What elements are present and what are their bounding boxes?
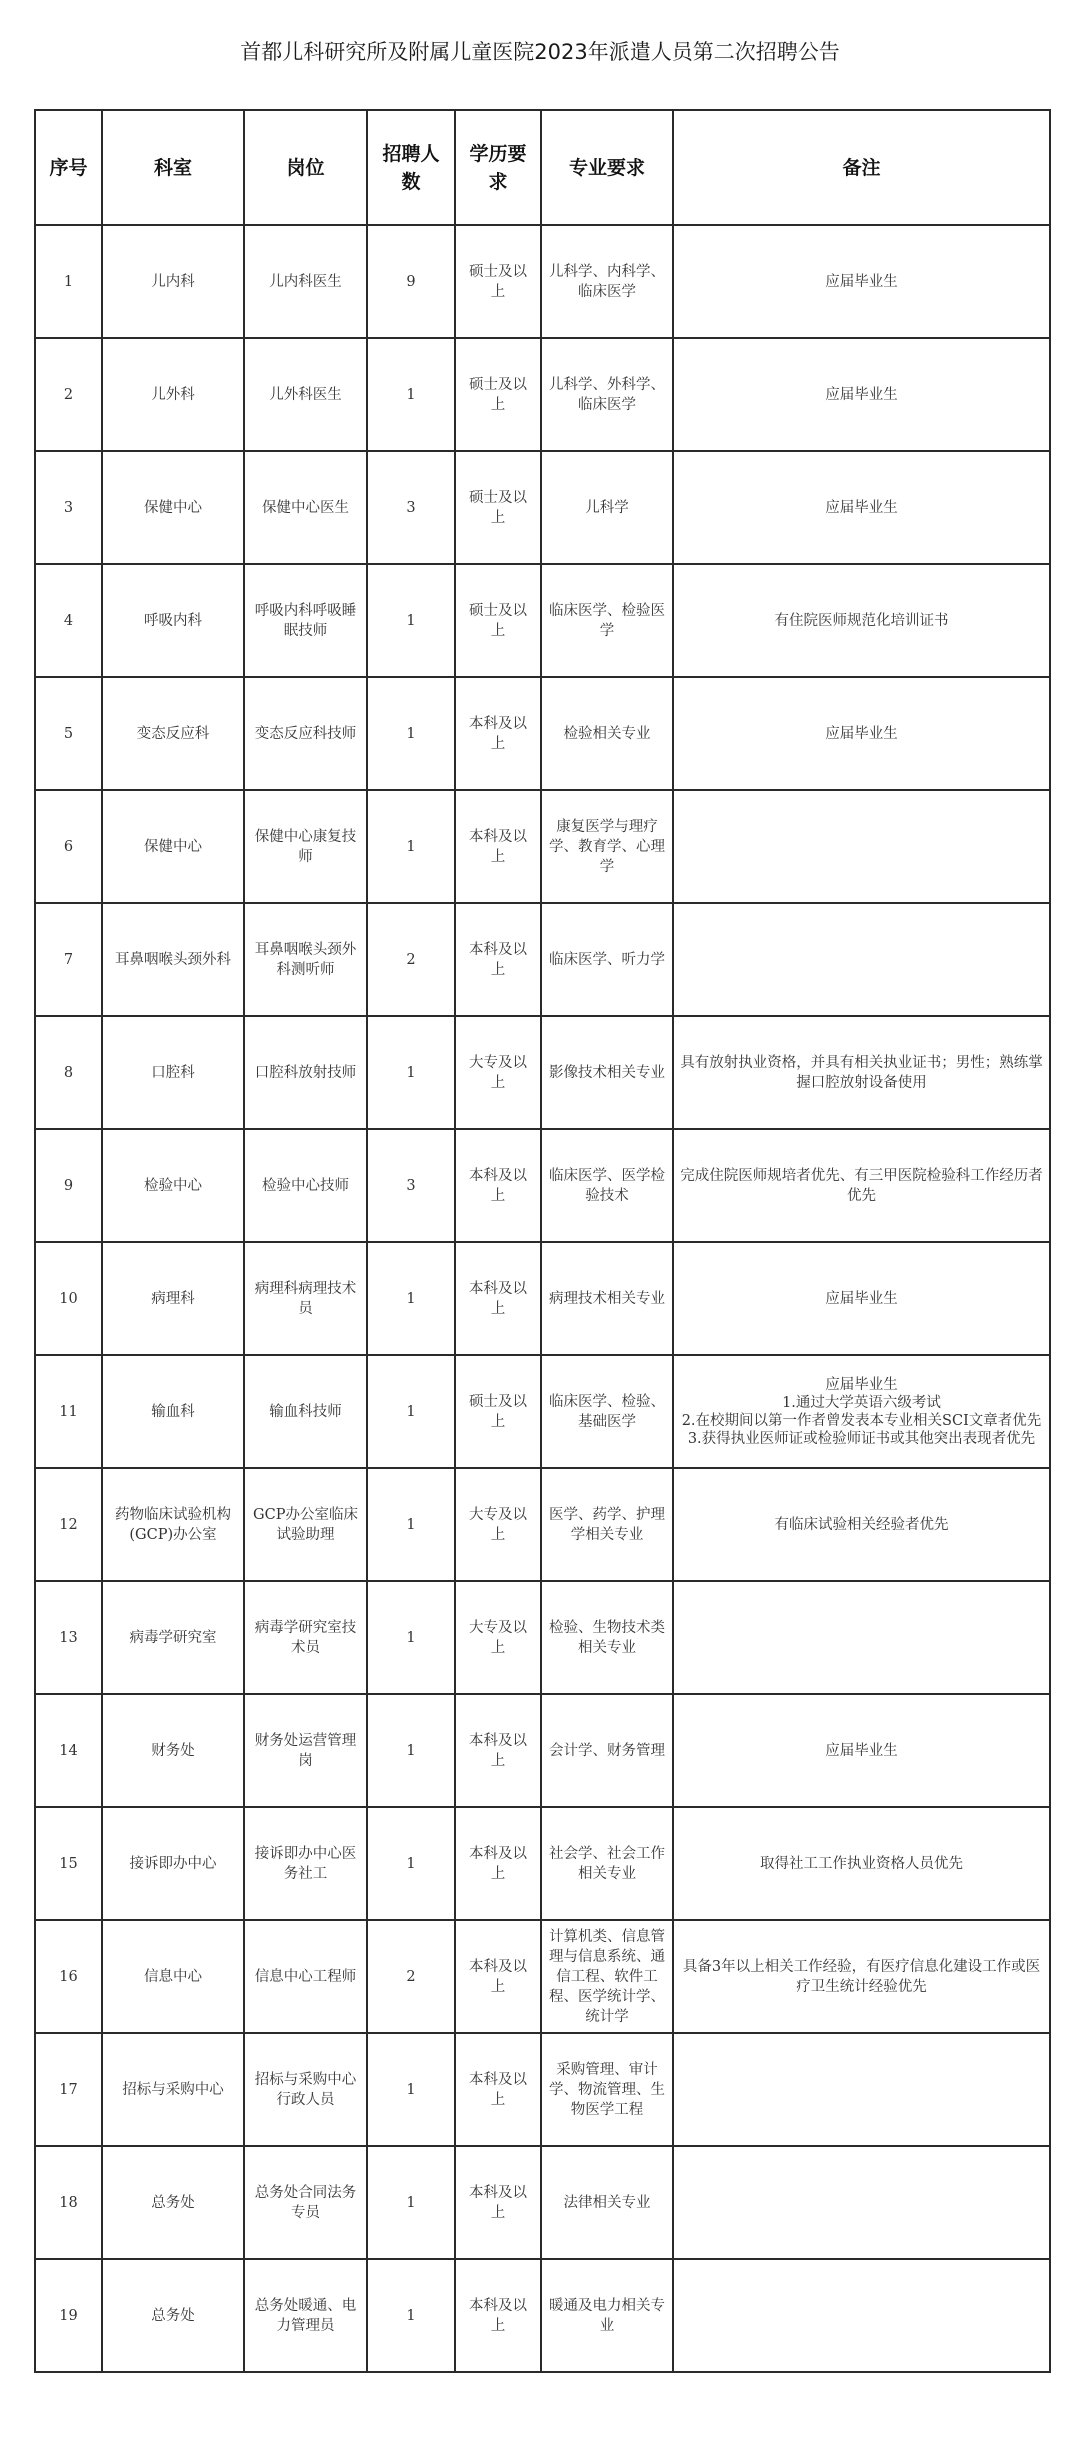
cell-count: 1	[367, 2259, 455, 2372]
cell-position: 变态反应科技师	[244, 677, 367, 790]
cell-notes	[673, 1920, 1050, 2033]
cell-count: 1	[367, 338, 455, 451]
cell-count: 1	[367, 1242, 455, 1355]
cell-index: 19	[35, 2259, 102, 2372]
table-row	[35, 2033, 1050, 2146]
cell-count: 1	[367, 1355, 455, 1468]
cell-notes	[673, 225, 1050, 338]
table-row	[35, 2146, 1050, 2259]
cell-major: 儿科学、外科学、临床医学	[541, 338, 673, 451]
cell-major: 法律相关专业	[541, 2146, 673, 2259]
cell-position: 保健中心医生	[244, 451, 367, 564]
cell-index: 14	[35, 1694, 102, 1807]
recruitment-table	[34, 109, 1051, 2373]
cell-position: 儿外科医生	[244, 338, 367, 451]
note-line: 有住院医师规范化培训证书	[774, 612, 949, 629]
note-line: 具备3年以上相关工作经验，有医疗信息化建设工作或医疗卫生统计经验优先	[682, 1958, 1041, 1995]
note-line: 具有放射执业资格，并具有相关执业证书；男性；熟练掌握口腔放射设备使用	[680, 1054, 1043, 1091]
cell-notes	[673, 790, 1050, 903]
cell-position: 病毒学研究室技术员	[244, 1581, 367, 1694]
cell-count: 3	[367, 451, 455, 564]
cell-major: 临床医学、听力学	[541, 903, 673, 1016]
cell-department: 财务处	[102, 1694, 244, 1807]
cell-major: 影像技术相关专业	[541, 1016, 673, 1129]
header-department: 科室	[102, 110, 244, 225]
header-major: 专业要求	[541, 110, 673, 225]
cell-index: 16	[35, 1920, 102, 2033]
cell-notes	[673, 2033, 1050, 2146]
cell-major: 社会学、社会工作相关专业	[541, 1807, 673, 1920]
cell-position: 保健中心康复技师	[244, 790, 367, 903]
cell-education: 本科及以上	[455, 1807, 541, 1920]
note-line: 应届毕业生	[825, 1290, 898, 1307]
table-row	[35, 1355, 1050, 1468]
cell-index: 2	[35, 338, 102, 451]
cell-major: 医学、药学、护理学相关专业	[541, 1468, 673, 1581]
note-line: 3.获得执业医师证或检验师证书或其他突出表现者优先	[687, 1430, 1036, 1447]
cell-index: 1	[35, 225, 102, 338]
cell-index: 3	[35, 451, 102, 564]
cell-education: 本科及以上	[455, 1920, 541, 2033]
table-body	[35, 225, 1050, 2372]
cell-index: 4	[35, 564, 102, 677]
cell-notes	[673, 564, 1050, 677]
note-line: 完成住院医师规培者优先、有三甲医院检验科工作经历者优先	[680, 1167, 1043, 1204]
cell-count: 1	[367, 1807, 455, 1920]
cell-education: 本科及以上	[455, 1129, 541, 1242]
cell-major: 检验、生物技术类相关专业	[541, 1581, 673, 1694]
note-line: 应届毕业生	[825, 273, 898, 290]
cell-major: 康复医学与理疗学、教育学、心理学	[541, 790, 673, 903]
cell-index: 7	[35, 903, 102, 1016]
cell-index: 8	[35, 1016, 102, 1129]
cell-notes	[673, 1355, 1050, 1468]
cell-education: 大专及以上	[455, 1468, 541, 1581]
cell-major: 检验相关专业	[541, 677, 673, 790]
table-row	[35, 2259, 1050, 2372]
cell-education: 本科及以上	[455, 677, 541, 790]
cell-education: 大专及以上	[455, 1581, 541, 1694]
cell-count: 3	[367, 1129, 455, 1242]
cell-department: 输血科	[102, 1355, 244, 1468]
cell-department: 儿内科	[102, 225, 244, 338]
cell-position: 总务处合同法务专员	[244, 2146, 367, 2259]
cell-department: 总务处	[102, 2259, 244, 2372]
table-row	[35, 903, 1050, 1016]
cell-position: 呼吸内科呼吸睡眠技师	[244, 564, 367, 677]
note-line: 应届毕业生	[825, 1742, 898, 1759]
cell-major: 临床医学、检验医学	[541, 564, 673, 677]
header-count: 招聘人数	[367, 110, 455, 225]
table-row	[35, 564, 1050, 677]
cell-education: 硕士及以上	[455, 451, 541, 564]
cell-notes	[673, 2259, 1050, 2372]
table-header-row	[35, 110, 1050, 225]
cell-major: 会计学、财务管理	[541, 1694, 673, 1807]
cell-index: 6	[35, 790, 102, 903]
cell-department: 接诉即办中心	[102, 1807, 244, 1920]
cell-department: 儿外科	[102, 338, 244, 451]
cell-major: 计算机类、信息管理与信息系统、通信工程、软件工程、医学统计学、统计学	[541, 1920, 673, 2033]
cell-department: 保健中心	[102, 451, 244, 564]
cell-education: 硕士及以上	[455, 564, 541, 677]
cell-count: 1	[367, 2033, 455, 2146]
cell-notes	[673, 338, 1050, 451]
cell-count: 1	[367, 564, 455, 677]
table-row	[35, 1016, 1050, 1129]
cell-position: 接诉即办中心医务社工	[244, 1807, 367, 1920]
cell-position: 输血科技师	[244, 1355, 367, 1468]
cell-department: 呼吸内科	[102, 564, 244, 677]
table-row	[35, 338, 1050, 451]
cell-count: 1	[367, 1694, 455, 1807]
cell-notes	[673, 677, 1050, 790]
cell-count: 1	[367, 1468, 455, 1581]
table-row	[35, 1468, 1050, 1581]
header-index: 序号	[35, 110, 102, 225]
cell-index: 15	[35, 1807, 102, 1920]
cell-education: 本科及以上	[455, 2033, 541, 2146]
cell-education: 本科及以上	[455, 1694, 541, 1807]
cell-position: GCP办公室临床试验助理	[244, 1468, 367, 1581]
cell-major: 采购管理、审计学、物流管理、生物医学工程	[541, 2033, 673, 2146]
cell-position: 病理科病理技术员	[244, 1242, 367, 1355]
cell-notes	[673, 1129, 1050, 1242]
cell-education: 本科及以上	[455, 1242, 541, 1355]
page-title: 首都儿科研究所及附属儿童医院2023年派遣人员第二次招聘公告	[240, 40, 840, 64]
header-position: 岗位	[244, 110, 367, 225]
cell-education: 硕士及以上	[455, 338, 541, 451]
cell-position: 儿内科医生	[244, 225, 367, 338]
cell-department: 药物临床试验机构(GCP)办公室	[102, 1468, 244, 1581]
table-row	[35, 225, 1050, 338]
cell-index: 11	[35, 1355, 102, 1468]
cell-count: 2	[367, 1920, 455, 2033]
note-line: 1.通过大学英语六级考试	[782, 1394, 941, 1411]
table-row	[35, 451, 1050, 564]
cell-index: 10	[35, 1242, 102, 1355]
cell-department: 总务处	[102, 2146, 244, 2259]
cell-major: 儿科学	[541, 451, 673, 564]
cell-notes	[673, 1581, 1050, 1694]
note-line: 应届毕业生	[825, 386, 898, 403]
cell-count: 1	[367, 677, 455, 790]
table-row	[35, 1242, 1050, 1355]
cell-major: 暖通及电力相关专业	[541, 2259, 673, 2372]
note-line: 有临床试验相关经验者优先	[774, 1516, 949, 1533]
note-line: 应届毕业生	[825, 1376, 898, 1393]
cell-major: 临床医学、医学检验技术	[541, 1129, 673, 1242]
note-line: 取得社工工作执业资格人员优先	[760, 1855, 963, 1872]
cell-index: 17	[35, 2033, 102, 2146]
cell-notes	[673, 1016, 1050, 1129]
cell-position: 总务处暖通、电力管理员	[244, 2259, 367, 2372]
cell-department: 检验中心	[102, 1129, 244, 1242]
cell-notes	[673, 903, 1050, 1016]
cell-position: 信息中心工程师	[244, 1920, 367, 2033]
cell-education: 本科及以上	[455, 903, 541, 1016]
cell-education: 本科及以上	[455, 2259, 541, 2372]
cell-department: 病毒学研究室	[102, 1581, 244, 1694]
table-row	[35, 1920, 1050, 2033]
table-row	[35, 677, 1050, 790]
cell-notes	[673, 2146, 1050, 2259]
note-line: 应届毕业生	[825, 725, 898, 742]
cell-notes	[673, 1468, 1050, 1581]
cell-count: 1	[367, 1581, 455, 1694]
cell-notes	[673, 1807, 1050, 1920]
cell-department: 变态反应科	[102, 677, 244, 790]
cell-education: 本科及以上	[455, 790, 541, 903]
cell-department: 耳鼻咽喉头颈外科	[102, 903, 244, 1016]
cell-major: 临床医学、检验、基础医学	[541, 1355, 673, 1468]
header-notes: 备注	[673, 110, 1050, 225]
cell-notes	[673, 1242, 1050, 1355]
cell-department: 招标与采购中心	[102, 2033, 244, 2146]
cell-position: 检验中心技师	[244, 1129, 367, 1242]
note-line: 2.在校期间以第一作者曾发表本专业相关SCI文章者优先	[681, 1412, 1042, 1429]
cell-department: 保健中心	[102, 790, 244, 903]
cell-count: 1	[367, 2146, 455, 2259]
cell-position: 财务处运营管理岗	[244, 1694, 367, 1807]
cell-major: 儿科学、内科学、临床医学	[541, 225, 673, 338]
table-row	[35, 1807, 1050, 1920]
cell-education: 硕士及以上	[455, 1355, 541, 1468]
cell-education: 本科及以上	[455, 2146, 541, 2259]
cell-department: 病理科	[102, 1242, 244, 1355]
cell-department: 口腔科	[102, 1016, 244, 1129]
cell-department: 信息中心	[102, 1920, 244, 2033]
cell-index: 9	[35, 1129, 102, 1242]
cell-count: 2	[367, 903, 455, 1016]
table-row	[35, 1581, 1050, 1694]
cell-count: 9	[367, 225, 455, 338]
cell-major: 病理技术相关专业	[541, 1242, 673, 1355]
cell-count: 1	[367, 790, 455, 903]
cell-index: 5	[35, 677, 102, 790]
note-line: 应届毕业生	[825, 499, 898, 516]
table-row	[35, 1129, 1050, 1242]
cell-index: 13	[35, 1581, 102, 1694]
cell-notes	[673, 1694, 1050, 1807]
cell-education: 硕士及以上	[455, 225, 541, 338]
cell-notes	[673, 451, 1050, 564]
header-education: 学历要求	[455, 110, 541, 225]
cell-position: 口腔科放射技师	[244, 1016, 367, 1129]
table-row	[35, 790, 1050, 903]
cell-index: 12	[35, 1468, 102, 1581]
cell-position: 耳鼻咽喉头颈外科测听师	[244, 903, 367, 1016]
cell-education: 大专及以上	[455, 1016, 541, 1129]
cell-count: 1	[367, 1016, 455, 1129]
table-row	[35, 1694, 1050, 1807]
cell-index: 18	[35, 2146, 102, 2259]
cell-position: 招标与采购中心行政人员	[244, 2033, 367, 2146]
